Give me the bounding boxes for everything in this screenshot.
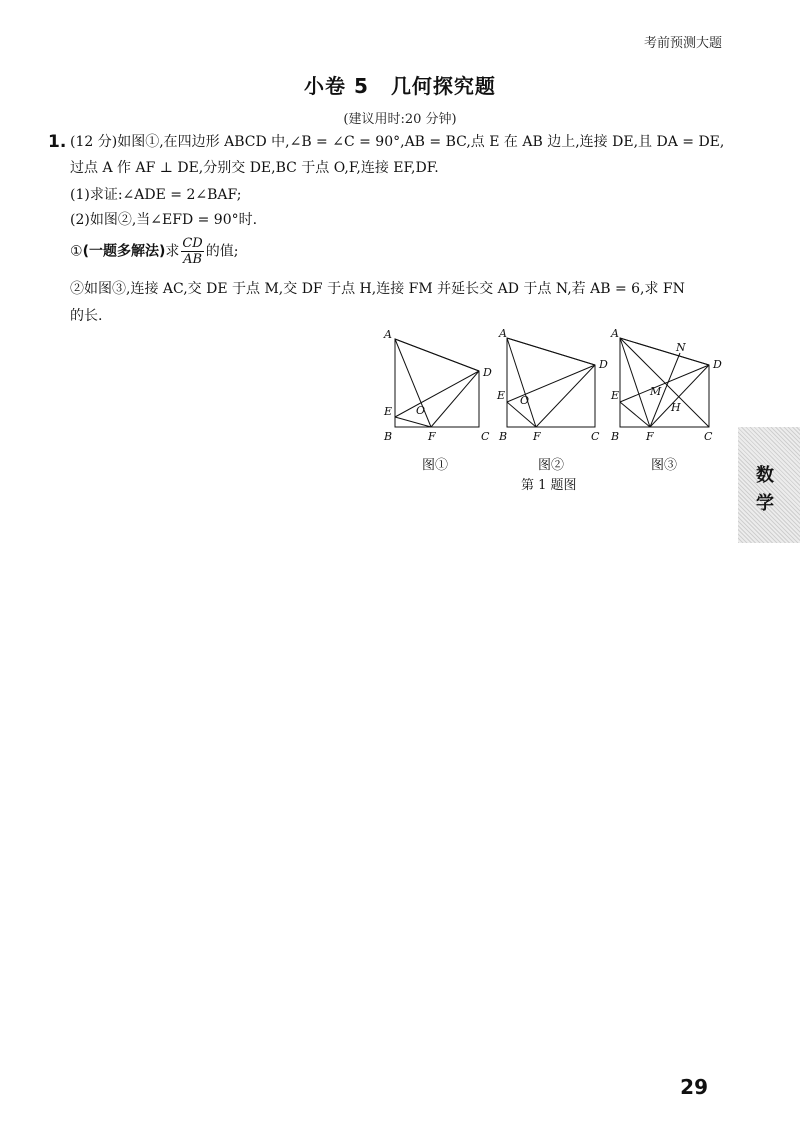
- fig1-label-e: E: [384, 405, 393, 418]
- sub1-text-after: 的值;: [205, 243, 239, 260]
- question-part1: (1)求证:∠ADE = 2∠BAF;: [70, 187, 242, 203]
- fig3-label-b: B: [611, 430, 620, 443]
- figure-3-caption: 图③: [651, 458, 678, 473]
- question-sub2-line1: ②如图③,连接 AC,交 DE 于点 M,交 DF 于点 H,连接 FM 并延长交 AD 于点 N,若 AB = 6,求 FN: [70, 281, 685, 297]
- figures-group-caption: 第 1 题图: [521, 478, 577, 493]
- question-number: 1.: [48, 132, 67, 152]
- question-sub2-line2: 的长.: [70, 308, 103, 324]
- side-tab-char1: 数: [756, 465, 774, 486]
- fig2-label-c: C: [591, 430, 600, 443]
- side-tab-char2: 学: [756, 493, 774, 514]
- fig1-label-d: D: [483, 366, 492, 379]
- header-tag: 考前预测大题: [643, 36, 722, 51]
- page-title: [0, 70, 800, 99]
- fraction-denominator: AB: [183, 252, 203, 267]
- figure-1-caption: 图①: [422, 458, 449, 473]
- question-sub1: [70, 236, 238, 276]
- fig2-label-b: B: [499, 430, 508, 443]
- fig1-label-b: B: [384, 430, 393, 443]
- title-part1: 小卷 5: [304, 74, 369, 98]
- sub1-prefix: ①: [70, 243, 83, 260]
- question-line1: (12 分)如图①,在四边形 ABCD 中,∠B = ∠C = 90°,AB = BC,点 E 在 AB 边上,连接 DE,且 DA = DE,: [70, 134, 725, 150]
- fig3-label-h: H: [671, 401, 681, 414]
- sub1-text-before: 求: [165, 243, 180, 260]
- fig1-label-c: C: [481, 430, 490, 443]
- fig3-label-f: F: [646, 430, 654, 443]
- fig2-label-f: F: [533, 430, 541, 443]
- page-number: 29: [680, 1075, 708, 1099]
- figure-2-diagram: [507, 338, 595, 427]
- fig3-label-c: C: [704, 430, 713, 443]
- figure-3-diagram: [620, 338, 709, 427]
- fig2-label-o: O: [520, 394, 530, 407]
- fig3-label-m: M: [650, 385, 662, 398]
- fig1-label-a: A: [384, 328, 392, 341]
- fig3-label-d: D: [713, 358, 722, 371]
- fig3-label-n: N: [676, 341, 686, 354]
- subject-side-tab: [738, 427, 800, 543]
- fig3-label-e: E: [611, 389, 620, 402]
- title-part2: 几何探究题: [390, 74, 496, 98]
- fig1-label-f: F: [428, 430, 436, 443]
- question-part2: (2)如图②,当∠EFD = 90°时.: [70, 212, 258, 228]
- fig2-label-a: A: [499, 327, 507, 340]
- fig1-label-o: O: [416, 404, 426, 417]
- sub1-tag: (一题多解法): [82, 243, 166, 260]
- figure-1-diagram: [395, 339, 479, 427]
- fig2-label-e: E: [497, 389, 506, 402]
- fig2-label-d: D: [599, 358, 608, 371]
- figure-2-caption: 图②: [538, 458, 565, 473]
- time-hint: (建议用时:20 分钟): [343, 112, 457, 127]
- figures-group: [380, 322, 720, 492]
- question-line2: 过点 A 作 AF ⊥ DE,分别交 DE,BC 于点 O,F,连接 EF,DF.: [70, 160, 439, 176]
- cd-over-ab-fraction: [181, 236, 203, 267]
- fig3-label-a: A: [611, 327, 619, 340]
- fraction-numerator: CD: [182, 236, 203, 251]
